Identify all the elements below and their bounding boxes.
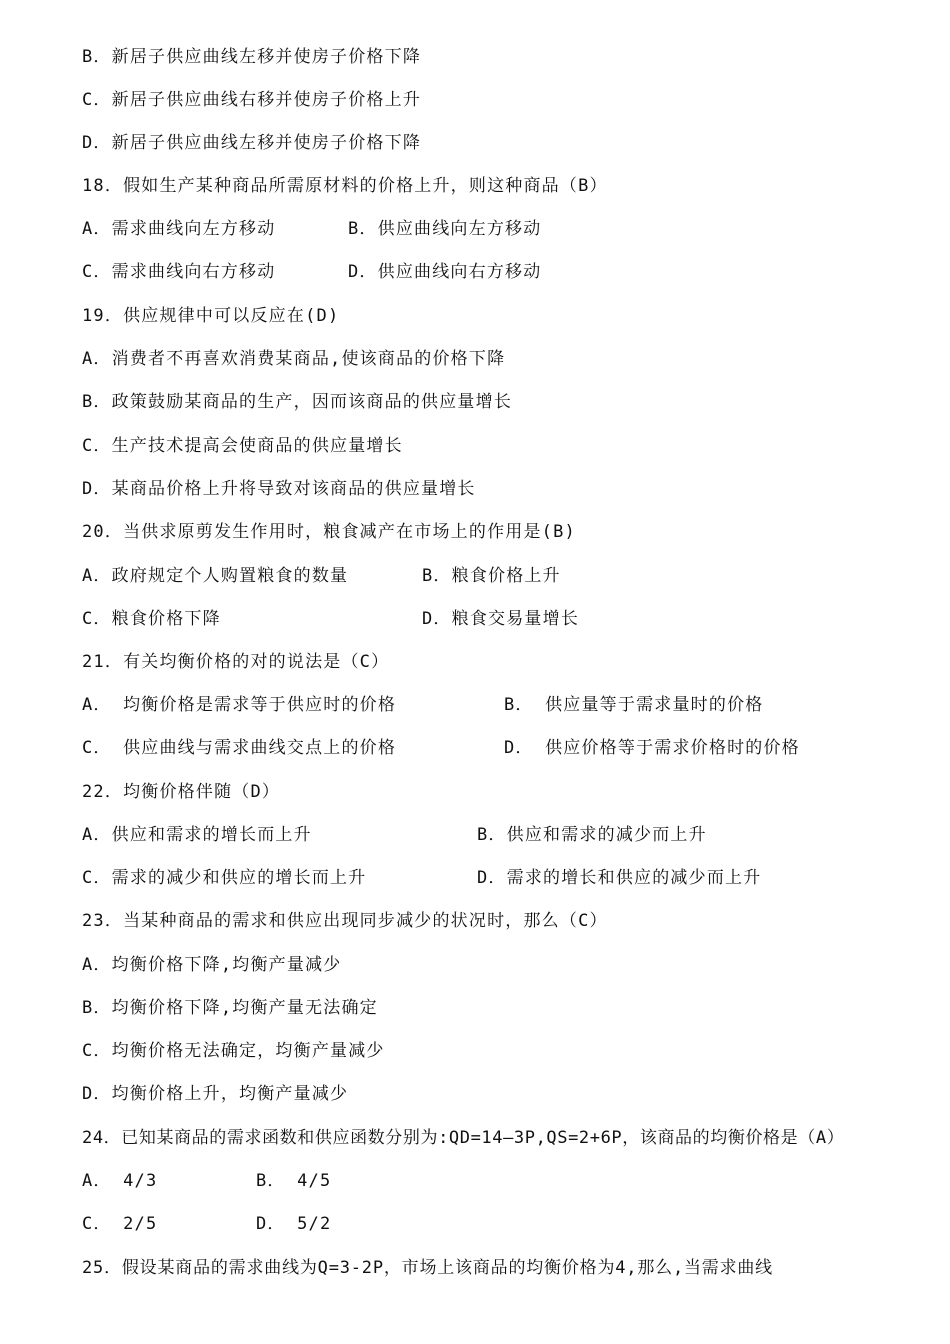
option-text: C．生产技术提高会使商品的供应量增长 xyxy=(82,436,403,456)
question-line xyxy=(82,777,280,807)
option-text: C．均衡价格无法确定，均衡产量减少 xyxy=(82,1041,385,1061)
option-left: C． 供应曲线与需求曲线交点上的价格 xyxy=(82,738,397,758)
option-text: D．新居子供应曲线左移并使房子价格下降 xyxy=(82,133,422,153)
option-left: C．粮食价格下降 xyxy=(82,609,221,629)
option-right: B． 4/5 xyxy=(256,1171,332,1191)
option-text: D．均衡价格上升，均衡产量减少 xyxy=(82,1084,349,1104)
question-text: 23．当某种商品的需求和供应出现同步减少的状况时，那么（C） xyxy=(82,911,608,931)
option-left: A．需求曲线向左方移动 xyxy=(82,219,276,239)
option-left: C． 2/5 xyxy=(82,1214,158,1234)
option-line xyxy=(82,1036,385,1066)
option-right: B．供应和需求的减少而上升 xyxy=(477,825,707,845)
option-line xyxy=(82,1079,348,1109)
question-line xyxy=(82,1253,773,1283)
option-line xyxy=(82,344,505,374)
option-text: B．新居子供应曲线左移并使房子价格下降 xyxy=(82,47,422,67)
option-text: B．均衡价格下降,均衡产量无法确定 xyxy=(82,998,378,1018)
question-text: 19．供应规律中可以反应在(D) xyxy=(82,306,340,326)
option-line xyxy=(82,128,421,158)
option-line xyxy=(82,950,341,980)
question-text: 22．均衡价格伴随（D） xyxy=(82,782,281,802)
option-text: D．某商品价格上升将导致对该商品的供应量增长 xyxy=(82,479,476,499)
option-right: D．供应曲线向右方移动 xyxy=(348,262,542,282)
question-line xyxy=(82,517,576,547)
option-right: B．供应曲线向左方移动 xyxy=(348,219,542,239)
option-line xyxy=(82,431,403,461)
question-text: 18．假如生产某种商品所需原材料的价格上升，则这种商品（B） xyxy=(82,176,608,196)
option-text: C．新居子供应曲线右移并使房子价格上升 xyxy=(82,90,422,110)
option-right: D．粮食交易量增长 xyxy=(422,609,580,629)
question-text: 25．假设某商品的需求曲线为Q=3-2P，市场上该商品的均衡价格为4,那么,当需求曲线 xyxy=(82,1258,773,1278)
question-text: 20．当供求原剪发生作用时，粮食减产在市场上的作用是(B) xyxy=(82,522,576,542)
option-line xyxy=(82,993,378,1023)
option-line xyxy=(82,42,421,72)
question-text: 21．有关均衡价格的对的说法是（C） xyxy=(82,652,390,672)
option-right: B．粮食价格上升 xyxy=(422,566,561,586)
option-text: A．消费者不再喜欢消费某商品,使该商品的价格下降 xyxy=(82,349,506,369)
question-line xyxy=(82,171,608,201)
option-left: C．需求曲线向右方移动 xyxy=(82,262,276,282)
option-line xyxy=(82,474,476,504)
option-right: D． 供应价格等于需求价格时的价格 xyxy=(504,738,800,758)
question-line xyxy=(82,906,608,936)
option-left: A． 均衡价格是需求等于供应时的价格 xyxy=(82,695,397,715)
option-right: D． 5/2 xyxy=(256,1214,332,1234)
question-text: 24．已知某商品的需求函数和供应函数分别为:QD=14—3P,QS=2+6P，该商品的均衡价格是（A） xyxy=(82,1128,845,1148)
option-text: A．均衡价格下降,均衡产量减少 xyxy=(82,955,342,975)
option-line xyxy=(82,387,512,417)
question-line xyxy=(82,1123,844,1153)
option-left: A．政府规定个人购置粮食的数量 xyxy=(82,566,349,586)
question-line xyxy=(82,301,339,331)
option-left: A． 4/3 xyxy=(82,1171,158,1191)
option-right: B． 供应量等于需求量时的价格 xyxy=(504,695,764,715)
question-line xyxy=(82,647,389,677)
option-text: B．政策鼓励某商品的生产，因而该商品的供应量增长 xyxy=(82,392,513,412)
option-left: A．供应和需求的增长而上升 xyxy=(82,825,312,845)
option-left: C．需求的减少和供应的增长而上升 xyxy=(82,868,367,888)
option-line xyxy=(82,85,421,115)
option-right: D．需求的增长和供应的减少而上升 xyxy=(477,868,762,888)
